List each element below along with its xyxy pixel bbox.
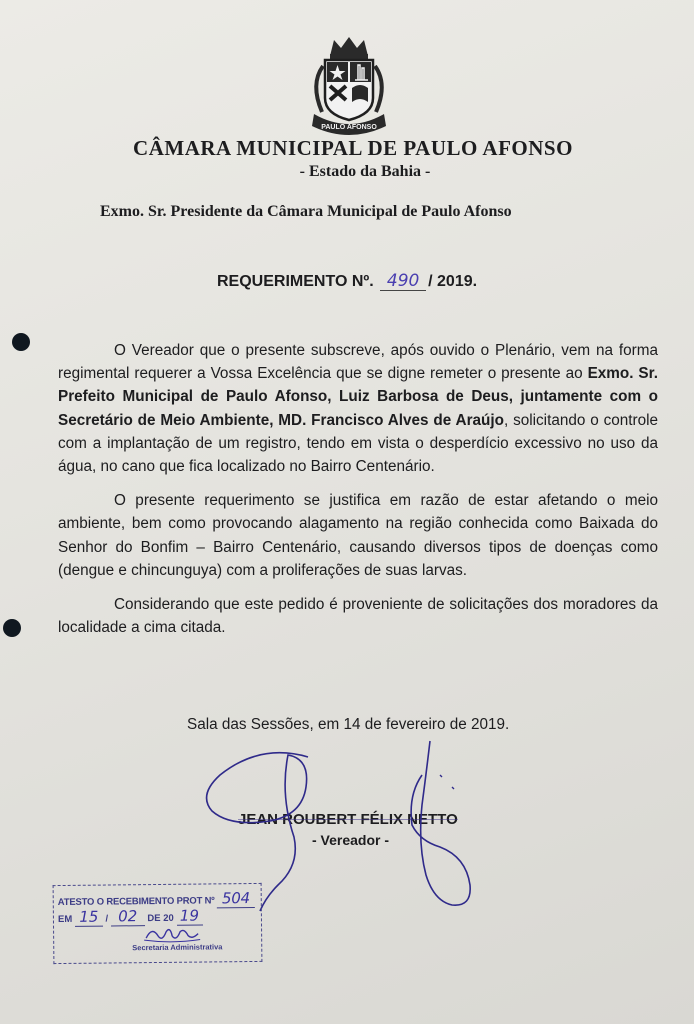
stamp-date-line: EM 15 / 02 DE 20 19 — [58, 907, 203, 928]
paragraph-request-text-end: , solicitando o controle com a implantação de um registro, tendo em vista o desperdício excessivo no uso da água, no cano que fica localizado no Bairro Centenário. — [58, 411, 658, 476]
stamp-protocol-number: 504 — [217, 889, 255, 908]
paragraph-justification: O presente requerimento se justifica em razão de estar afetando o meio ambiente, bem como provocando alagamento na região conhecida como Baixada do Senhor do Bonfim – Bairro Centenário, causando diversos tipos de doenças como (dengue e chincunguya) com a proliferações de suas larvas. — [58, 492, 658, 579]
session-date-line: Sala das Sessões, em 14 de fevereiro de 2019. — [187, 716, 510, 733]
stamp-day: 15 — [75, 908, 103, 927]
addressee-line: Exmo. Sr. Presidente da Câmara Municipal de Paulo Afonso — [100, 203, 512, 220]
paragraph-consideration: Considerando que este pedido é proveniente de solicitações dos moradores da localidade a cima citada. — [58, 596, 658, 637]
municipal-coat-of-arms — [300, 34, 398, 138]
requerimento-heading — [217, 272, 477, 291]
state-subtitle: - Estado da Bahia - — [299, 163, 431, 180]
signer-name: JEAN ROUBERT FÉLIX NETTO — [238, 811, 458, 828]
stamp-month: 02 — [111, 907, 145, 926]
paragraph-request-bold: Exmo. Sr. Prefeito Municipal de Paulo Afonso, Luiz Barbosa de Deus, juntamente com o Secretário de Meio Ambiente, MD. Francisco Alves de Araújo — [58, 365, 658, 429]
requerimento-year: / 2019. — [428, 273, 478, 290]
requerimento-prefix: REQUERIMENTO Nº. — [217, 273, 374, 290]
coat-of-arms-icon — [300, 34, 398, 138]
stamp-footer: Secretaria Administrativa — [132, 942, 223, 953]
requerimento-number: 490 — [380, 272, 426, 291]
paragraph-request-text: O Vereador que o presente subscreve, após ouvido o Plenário, vem na forma regimental requerer a Vossa Excelência que se digne remeter o presente ao — [58, 342, 658, 383]
stamp-label: ATESTO O RECEBIMENTO PROT Nº — [57, 895, 215, 909]
stamp-year-label: DE 20 — [147, 912, 174, 925]
signer-role: - Vereador - — [312, 832, 390, 848]
punch-hole — [12, 333, 30, 351]
paragraph-request — [58, 339, 658, 478]
receipt-stamp — [53, 883, 263, 964]
stamp-year: 19 — [176, 907, 202, 926]
stamp-rubric-signature — [142, 924, 202, 945]
stamp-date-label: EM — [57, 913, 73, 926]
seal-ribbon-text: PAULO AFONSO — [321, 124, 377, 131]
punch-hole — [3, 619, 21, 637]
organization-title: CÂMARA MUNICIPAL DE PAULO AFONSO — [133, 136, 573, 160]
document-body — [58, 339, 658, 650]
